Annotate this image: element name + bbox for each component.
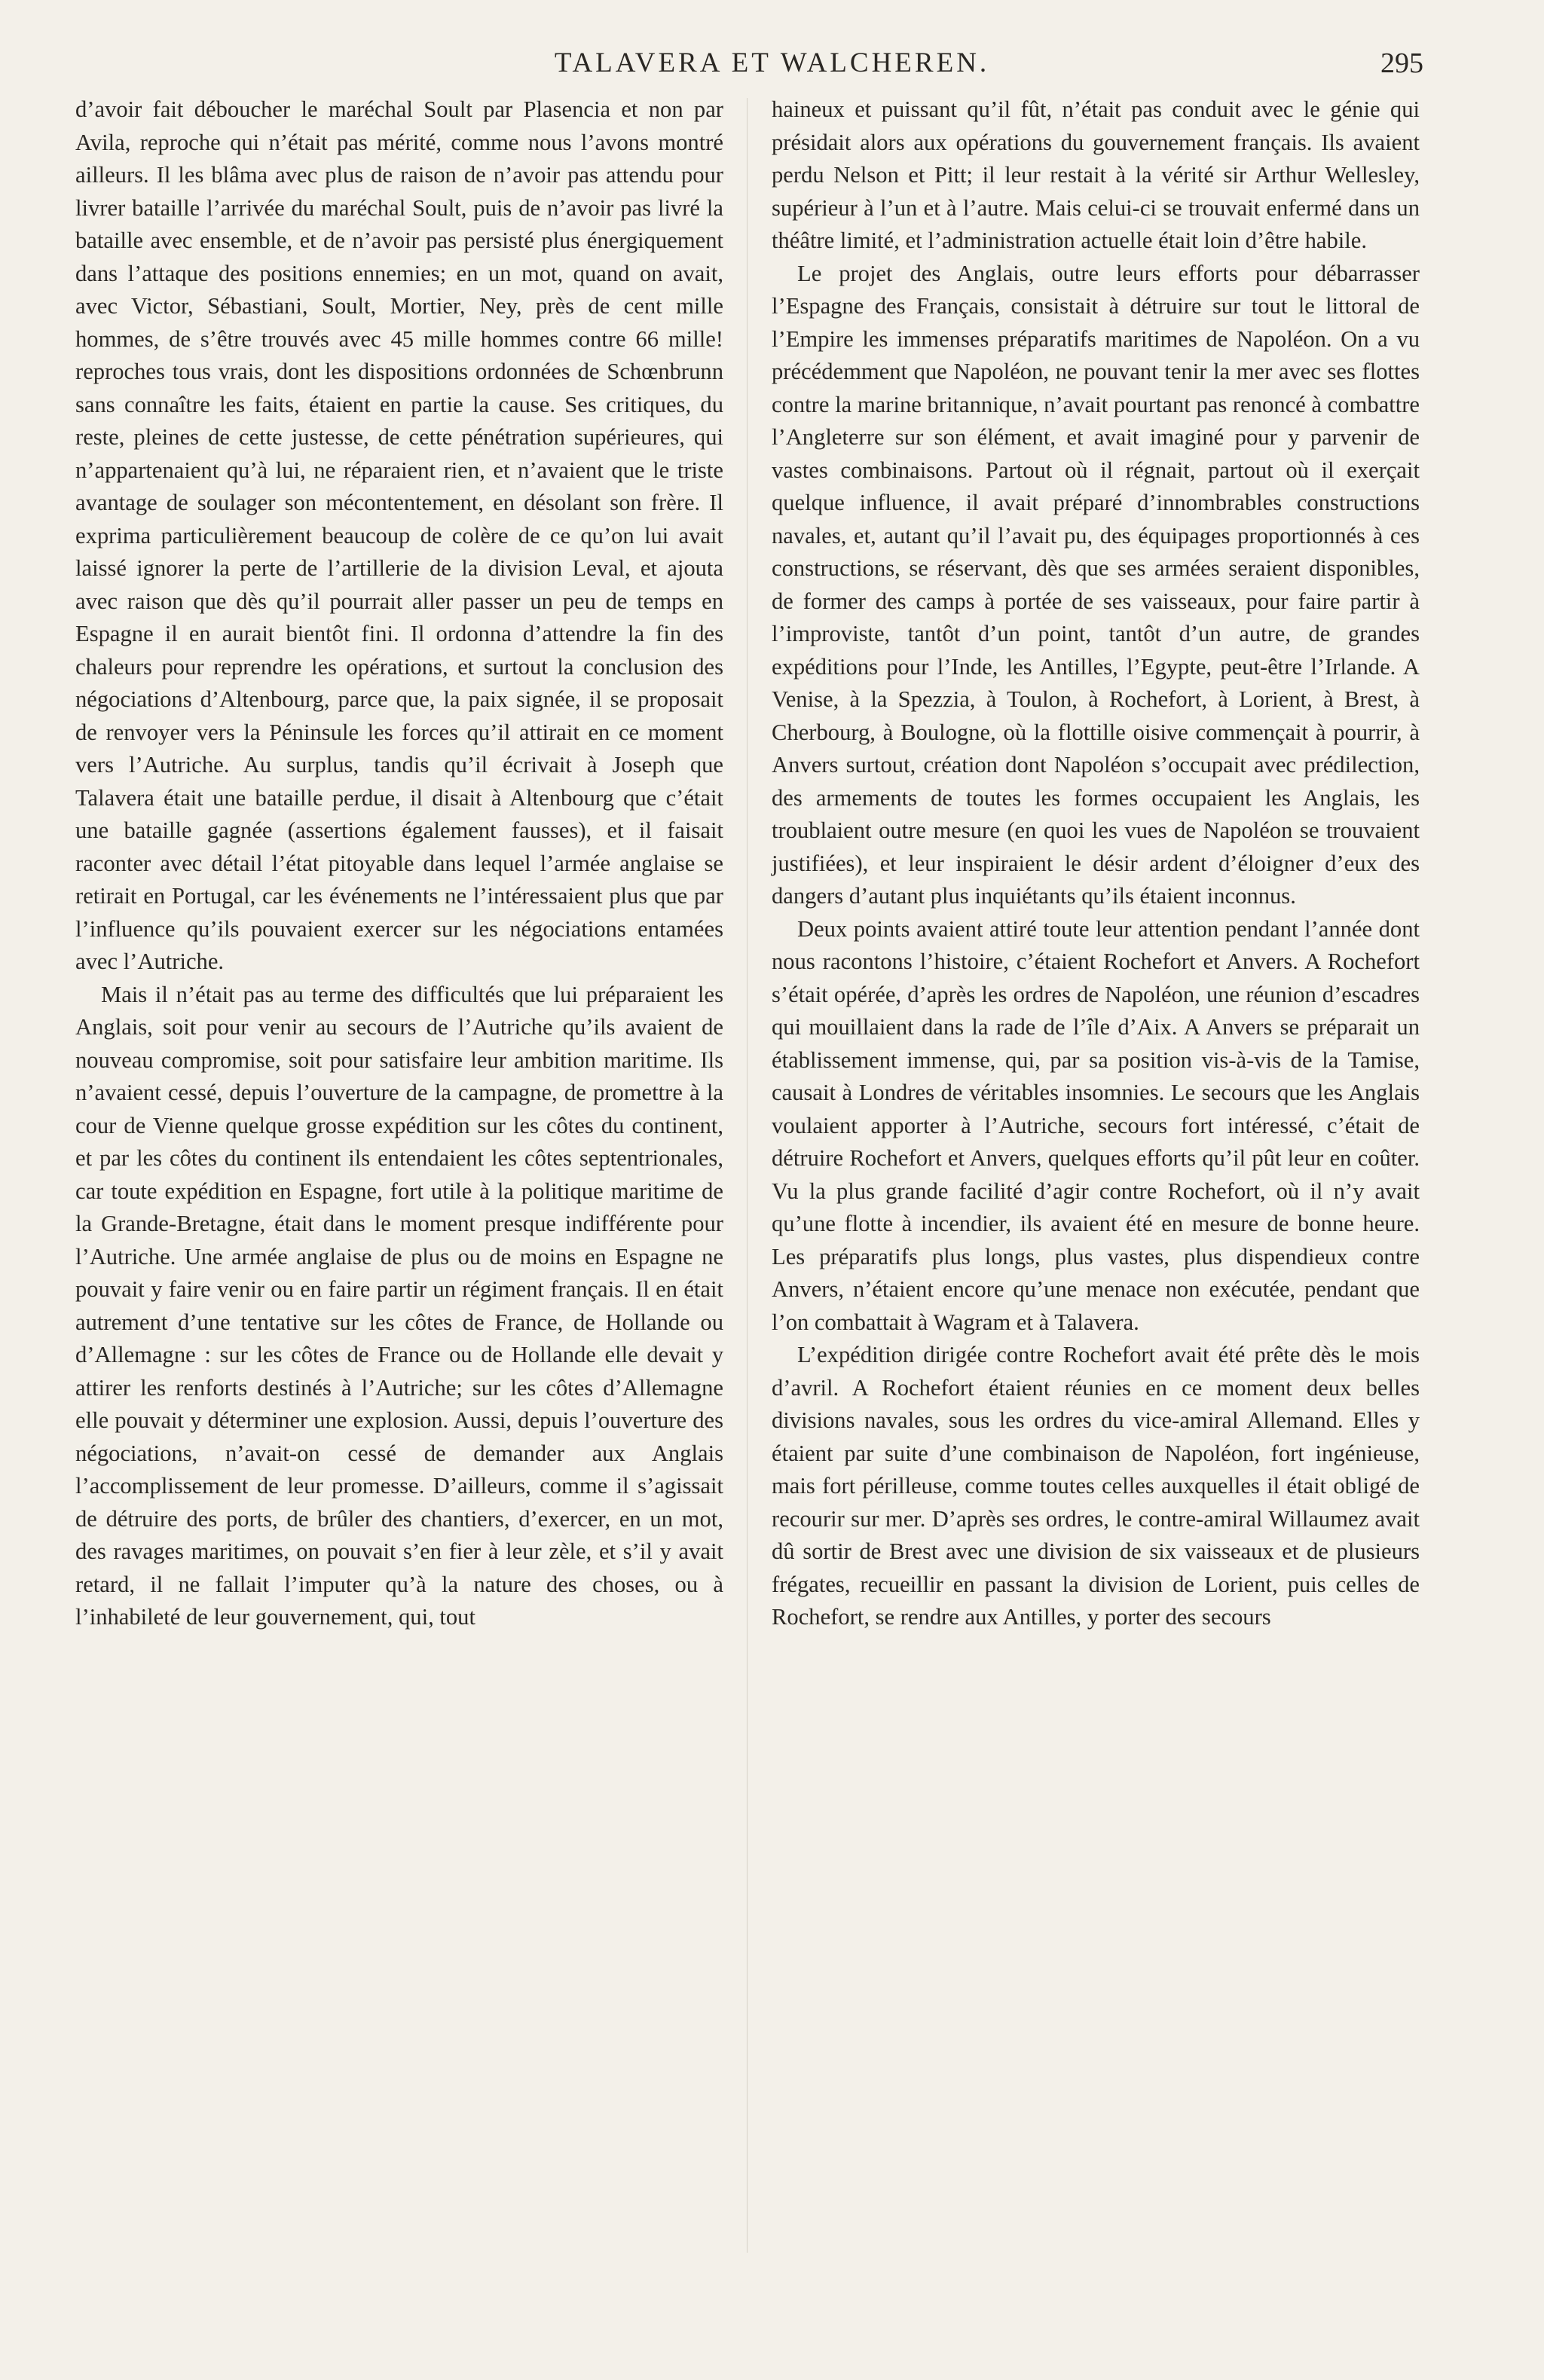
paragraph: haineux et puissant qu’il fût, n’était pas conduit avec le génie qui présidait alors aux opérations du gouvernement français. Ils avaient perdu Nelson et Pitt; il leur restait à la vérité sir Arthur Wellesley, supérieur à l’un et à l’autre. Mais celui-ci se trouvait enfermé dans un théâtre limité, et l’administration actuelle était loin d’être habile.: [772, 96, 1420, 253]
paragraph: Deux points avaient attiré toute leur attention pendant l’année dont nous racontons l’histoire, c’étaient Rochefort et Anvers. A Rochefort s’était opérée, d’après les ordres de Napoléon, une réunion d’escadres qui mouillaient dans la rade de l’île d’Aix. A Anvers se préparait un établissement immense, qui, par sa position vis-à-vis de la Tamise, causait à Londres de véritables insomnies. Le secours que les Anglais voulaient apporter à l’Autriche, secours fort intéressé, c’était de détruire Rochefort et Anvers, quelques efforts qu’il pût leur en coûter. Vu la plus grande facilité d’agir contre Rochefort, où il n’y avait qu’une flotte à incendier, ils avaient été en mesure de bonne heure. Les préparatifs plus longs, plus vastes, plus dispendieux contre Anvers, n’étaient encore qu’une menace non exécutée, pendant que l’on combattait à Wagram et à Talavera.: [772, 915, 1420, 1335]
page-number: 295: [1380, 47, 1423, 79]
paragraph: Le projet des Anglais, outre leurs efforts pour débarrasser l’Espagne des Français, consistait à détruire sur tout le littoral de l’Empire les immenses préparatifs maritimes de Napoléon. On a vu précédemment que Napoléon, ne pouvant tenir la mer avec ses flottes contre la marine britannique, n’avait pourtant pas renoncé à combattre l’Angleterre sur son élément, et avait imaginé pour y parvenir de vastes combinaisons. Partout où il régnait, partout où il exerçait quelque influence, il avait préparé d’innombrables constructions navales, et, autant qu’il l’avait pu, des équipages proportionnés à ces constructions, se réservant, dès que ses armées seraient disponibles, de former des camps à portée de ses vaisseaux, pour faire partir à l’improviste, tantôt d’un point, tantôt d’un autre, de grandes expéditions pour l’Inde, les Antilles, l’Egypte, peut-être l’Irlande. A Venise, à la Spezzia, à Toulon, à Rochefort, à Lorient, à Brest, à Cherbourg, à Boulogne, où la flottille oisive commençait à pourrir, à Anvers surtout, création dont Napoléon s’occupait avec prédilection, des armements de toutes les formes occupaient les Anglais, les troublaient outre mesure (en quoi les vues de Napoléon se trouvaient justifiées), et leur inspiraient le désir ardent d’éloigner d’eux des dangers d’autant plus inquiétants qu’ils étaient inconnus.: [772, 260, 1420, 909]
paragraph: Mais il n’était pas au terme des difficultés que lui préparaient les Anglais, soit pour venir au secours de l’Autriche qu’ils avaient de nouveau compromise, soit pour satisfaire leur ambition maritime. Ils n’avaient cessé, depuis l’ouverture de la campagne, de promettre à la cour de Vienne quelque grosse expédition sur les côtes du continent, et par les côtes du continent ils entendaient les côtes septentrionales, car toute expédition en Espagne, fort utile à la politique maritime de la Grande-Bretagne, était dans le moment presque indifférente pour l’Autriche. Une armée anglaise de plus ou de moins en Espagne ne pouvait y faire venir ou en faire partir un régiment français. Il en était autrement d’une tentative sur les côtes de France, de Hollande ou d’Allemagne : sur les côtes de France ou de Hollande elle devait y attirer les renforts destinés à l’Autriche; sur les côtes d’Allemagne elle pouvait y déterminer une explosion. Aussi, depuis l’ouverture des négociations, n’avait-on cessé de demander aux Anglais l’accomplissement de leur promesse. D’ailleurs, comme il s’agissait de détruire des ports, de brûler des chantiers, d’exercer, en un mot, des ravages maritimes, on pouvait s’en fier à leur zèle, et s’il y avait retard, il ne fallait l’imputer qu’à la nature des choses, ou à l’inhabileté de leur gouvernement, qui, tout: [75, 981, 723, 1630]
left-column: [75, 93, 723, 2278]
column-divider: [747, 98, 748, 2253]
paragraph: L’expédition dirigée contre Rochefort avait été prête dès le mois d’avril. A Rochefort étaient réunies en ce moment deux belles divisions navales, sous les ordres du vice-amiral Allemand. Elles y étaient par suite d’une combinaison de Napoléon, fort ingénieuse, mais fort périlleuse, comme toutes celles auxquelles il était obligé de recourir sur mer. D’après ses ordres, le contre-amiral Willaumez avait dû sortir de Brest avec une division de six vaisseaux et de plusieurs frégates, recueillir en passant la division de Lorient, puis celles de Rochefort, se rendre aux Antilles, y porter des secours: [772, 1342, 1420, 1630]
paragraph: d’avoir fait déboucher le maréchal Soult par Plasencia et non par Avila, reproche qui n’était pas mérité, comme nous l’avons montré ailleurs. Il les blâma avec plus de raison de n’avoir pas attendu pour livrer bataille l’arrivée du maréchal Soult, puis de n’avoir pas livré la bataille avec ensemble, et de n’avoir pas persisté plus énergiquement dans l’attaque des positions ennemies; en un mot, quand on avait, avec Victor, Sébastiani, Soult, Mortier, Ney, près de cent mille hommes, de s’être trouvés avec 45 mille hommes contre 66 mille! reproches tous vrais, dont les dispositions ordonnées de Schœnbrunn sans connaître les faits, étaient en partie la cause. Ses critiques, du reste, pleines de cette justesse, de cette pénétration supérieures, qui n’appartenaient qu’à lui, ne réparaient rien, et n’avaient que le triste avantage de soulager son mécontentement, en désolant son frère. Il exprima particulièrement beaucoup de colère de ce qu’on lui avait laissé ignorer la perte de l’artillerie de la division Leval, et ajouta avec raison que dès qu’il pourrait aller passer un peu de temps en Espagne il en aurait bientôt fini. Il ordonna d’attendre la fin des chaleurs pour reprendre les opérations, et surtout la conclusion des négociations d’Altenbourg, parce que, la paix signée, il se proposait de renvoyer vers la Péninsule les forces qu’il attirait en ce moment vers l’Autriche. Au surplus, tandis qu’il écrivait à Joseph que Talavera était une bataille perdue, il disait à Altenbourg que c’était une bataille gagnée (assertions également fausses), et il faisait raconter avec détail l’état pitoyable dans lequel l’armée anglaise se retirait en Portugal, car les événements ne l’intéressaient plus que par l’influence qu’ils pouvaient exercer sur les négociations entamées avec l’Autriche.: [75, 96, 723, 974]
right-column: [772, 93, 1420, 2278]
running-title: TALAVERA ET WALCHEREN.: [554, 47, 990, 78]
page-header: [0, 47, 1544, 86]
